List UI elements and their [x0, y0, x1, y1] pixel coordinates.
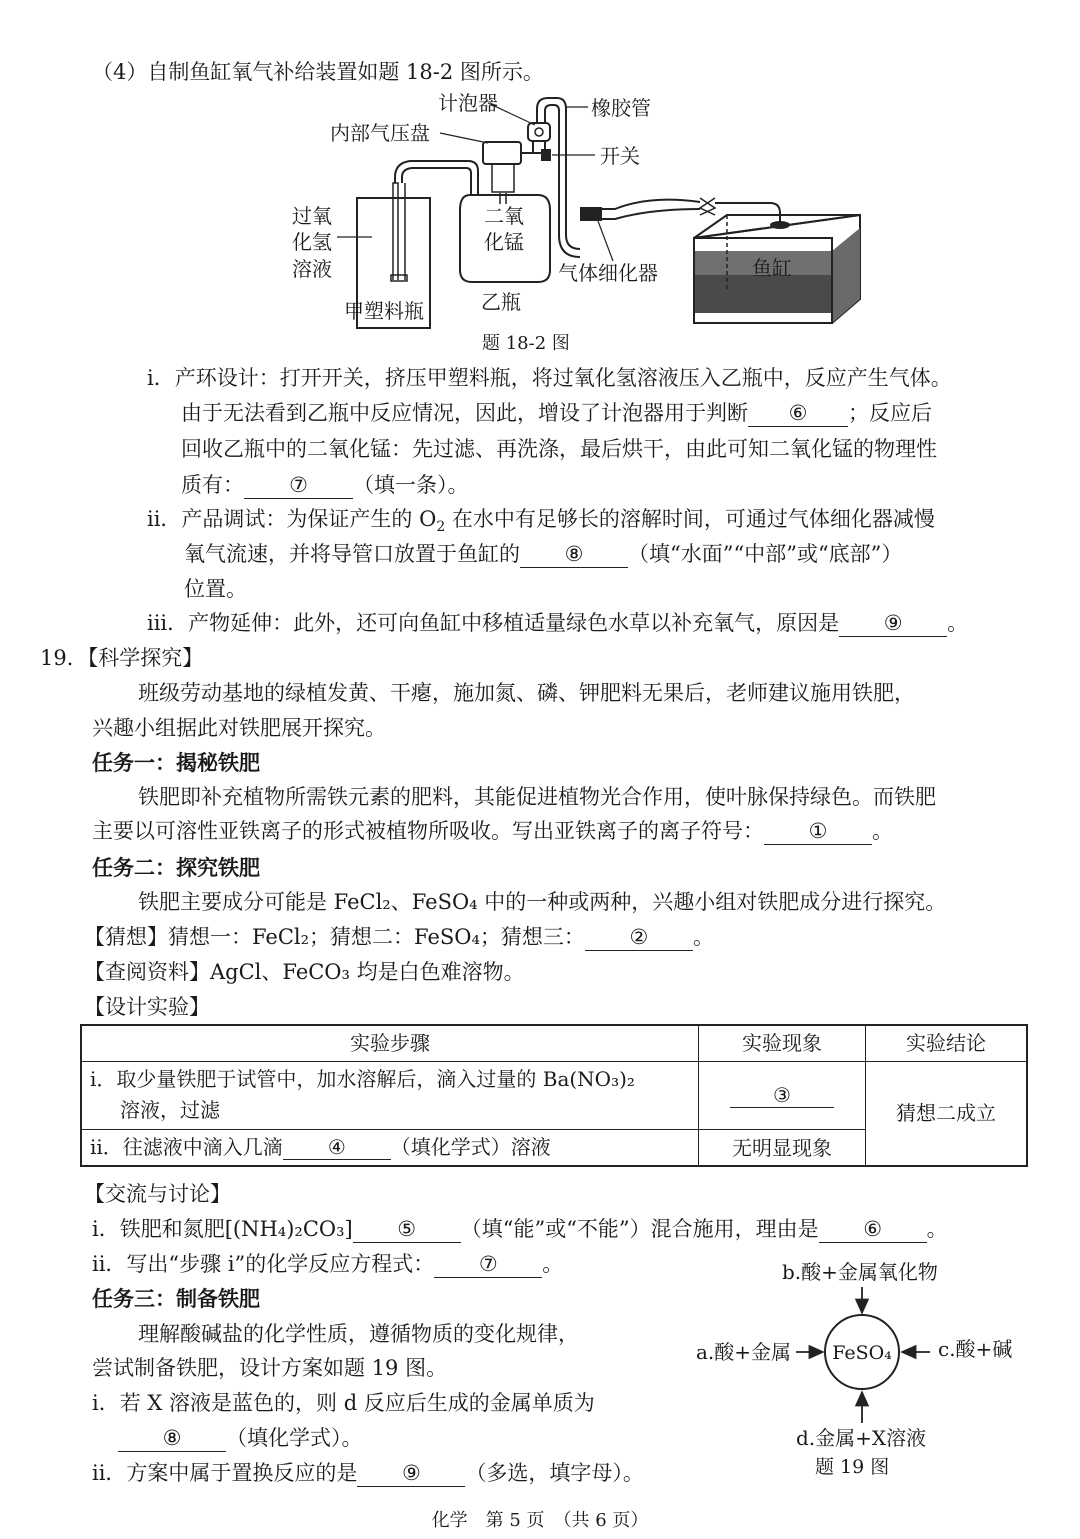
text: （填“能”或“不能”）混合施用，理由是 — [460, 1217, 819, 1241]
label-caption: 题 19 图 — [815, 1456, 890, 1478]
q18-i-line3: 回收乙瓶中的二氧化锰：先过滤、再洗涤，最后烘干，由此可知二氧化锰的物理性 — [181, 437, 937, 461]
text: i．铁肥和氮肥[(NH₄)₂CO₃] — [92, 1217, 353, 1241]
label-fish-tank: 鱼缸 — [752, 256, 792, 280]
text: ii．方案中属于置换反应的是 — [92, 1461, 358, 1485]
table-row1-step — [81, 1061, 699, 1129]
switch-shape — [541, 149, 551, 161]
experiment-table — [80, 1024, 1028, 1167]
text: ii．产品调试：为保证产生的 O — [147, 507, 437, 531]
answer-blank-8[interactable]: ⑧ — [520, 542, 628, 568]
text: ii．往滤液中滴入几滴 — [90, 1135, 283, 1160]
task3-i-line1: i．若 X 溶液是蓝色的，则 d 反应后生成的金属单质为 — [92, 1391, 595, 1415]
figure-caption: 题 18-2 图 — [482, 333, 570, 354]
table-row2-step — [81, 1130, 699, 1166]
label-diffuser: 气体细化器 — [558, 261, 658, 285]
task3-line1: 理解酸碱盐的化学性质，遵循物质的变化规律， — [138, 1322, 579, 1346]
label-b: b.酸+金属氧化物 — [782, 1260, 938, 1284]
answer-blank-9[interactable]: ⑨ — [839, 611, 947, 637]
text: 。 — [692, 925, 714, 949]
task3-i-line2 — [118, 1426, 363, 1452]
discuss-title: 【交流与讨论】 — [84, 1182, 231, 1206]
q18-4-intro: （4）自制鱼缸氧气补给装置如题 18-2 图所示。 — [92, 60, 544, 84]
text: 由于无法看到乙瓶中反应情况，因此，增设了计泡器用于判断 — [181, 401, 748, 425]
q19-p1-line2: 兴趣小组据此对铁肥展开探究。 — [92, 716, 386, 740]
text: 。 — [947, 611, 969, 635]
answer-blank-8b[interactable]: ⑧ — [118, 1426, 226, 1452]
answer-blank-4[interactable]: ④ — [283, 1135, 391, 1160]
label-h2o2-3: 溶液 — [292, 257, 332, 281]
answer-blank-3[interactable]: ③ — [730, 1083, 834, 1108]
guess-line — [84, 925, 714, 951]
q18-i-line1: i．产环设计：打开开关，挤压甲塑料瓶，将过氧化氢溶液压入乙瓶中，反应产生气体。 — [147, 366, 952, 390]
label-switch: 开关 — [600, 144, 640, 168]
bubble-counter-shape — [528, 123, 550, 141]
text: i．取少量铁肥于试管中，加水溶解后，滴入过量的 Ba(NO₃)₂ — [90, 1067, 635, 1092]
gas-diffuser — [580, 207, 602, 221]
text: （多选，填字母）。 — [465, 1461, 644, 1485]
text: 在水中有足够长的溶解时间，可通过气体细化器减慢 — [445, 507, 935, 531]
q19-header: 19．【科学探究】 — [40, 646, 204, 670]
text: （填化学式）。 — [226, 1426, 363, 1450]
table-row1-phenomenon — [699, 1061, 866, 1129]
label-a: a.酸+金属 — [696, 1340, 792, 1364]
answer-blank-2[interactable]: ② — [585, 925, 693, 951]
task2-line1: 铁肥主要成分可能是 FeCl₂、FeSO₄ 中的一种或两种，兴趣小组对铁肥成分进行探究。 — [138, 890, 947, 914]
label-d: d.金属+X溶液 — [796, 1426, 927, 1450]
label-c-text: c.酸+碱 — [938, 1337, 1013, 1361]
answer-blank-9b[interactable]: ⑨ — [357, 1461, 465, 1487]
discuss-line1 — [92, 1217, 948, 1243]
text: 主要以可溶性亚铁离子的形式被植物所吸收。写出亚铁离子的离子符号： — [92, 819, 764, 843]
text: （填一条）。 — [353, 473, 469, 497]
text: （填“水面”“中部”或“底部”） — [628, 542, 903, 566]
center-label: FeSO₄ — [832, 1342, 892, 1364]
task1-line2 — [92, 819, 893, 845]
subscript: 2 — [436, 519, 446, 536]
answer-blank-7[interactable]: ⑦ — [244, 473, 353, 499]
text: ii．写出“步骤 i”的化学反应方程式： — [92, 1252, 435, 1276]
discuss-line2 — [92, 1252, 563, 1278]
q19-p1-line1: 班级劳动基地的绿植发黄、干瘪，施加氮、磷、钾肥料无果后，老师建议施用铁肥， — [138, 681, 915, 705]
text: ；反应后 — [848, 401, 932, 425]
text: 氧气流速，并将导管口放置于鱼缸的 — [184, 542, 520, 566]
table-header-phenomenon: 实验现象 — [699, 1025, 866, 1061]
table-conclusion: 猜想二成立 — [866, 1061, 1028, 1166]
label-h2o2-1: 过氧 — [292, 204, 332, 228]
task3-ii-line — [92, 1461, 644, 1487]
answer-blank-7b[interactable]: ⑦ — [434, 1252, 542, 1278]
q18-i-line2 — [181, 401, 932, 427]
q18-ii-line2 — [184, 542, 902, 568]
task1-title: 任务一：揭秘铁肥 — [92, 751, 260, 775]
label-counter: 计泡器 — [438, 91, 498, 115]
task1-line1: 铁肥即补充植物所需铁元素的肥料，其能促进植物光合作用，使叶脉保持绿色。而铁肥 — [138, 785, 936, 809]
text: 。 — [926, 1217, 948, 1241]
text: 质有： — [181, 473, 244, 497]
q18-iii-line1 — [147, 611, 968, 637]
table-header-conclusion: 实验结论 — [866, 1025, 1028, 1061]
table-header-step: 实验步骤 — [81, 1025, 699, 1061]
text: 。 — [872, 819, 893, 843]
q18-ii-line1 — [147, 507, 935, 536]
answer-blank-6b[interactable]: ⑥ — [819, 1217, 927, 1243]
task3-title: 任务三：制备铁肥 — [92, 1287, 260, 1311]
design-title: 【设计实验】 — [84, 995, 210, 1019]
figure-19 — [690, 1255, 950, 1490]
label-h2o2-2: 化氢 — [292, 230, 332, 254]
q18-ii-line3: 位置。 — [184, 577, 247, 601]
label-mno2-1: 二氧 — [484, 204, 524, 228]
page-footer: 化学 第 5 页 （共 6 页） — [431, 1510, 649, 1531]
label-pressure-disk: 内部气压盘 — [330, 121, 430, 145]
label-mno2-2: 化锰 — [484, 230, 524, 254]
text: 【猜想】猜想一：FeCl₂；猜想二：FeSO₄；猜想三： — [84, 925, 585, 949]
label-bottle-a: 甲塑料瓶 — [344, 299, 424, 323]
text: （填化学式）溶液 — [390, 1135, 551, 1160]
answer-blank-6[interactable]: ⑥ — [748, 401, 848, 427]
label-bottle-b: 乙瓶 — [481, 290, 521, 314]
table-row2-phenomenon: 无明显现象 — [699, 1130, 866, 1166]
label-rubber-tube: 橡胶管 — [591, 96, 651, 120]
figure-18-2 — [0, 85, 1080, 360]
task3-line2: 尝试制备铁肥，设计方案如题 19 图。 — [92, 1356, 448, 1380]
task2-title: 任务二：探究铁肥 — [92, 856, 260, 880]
text: iii．产物延伸：此外，还可向鱼缸中移植适量绿色水草以补充氧气，原因是 — [147, 611, 840, 635]
text: 溶液，过滤 — [120, 1098, 220, 1123]
reference-line: 【查阅资料】AgCl、FeCO₃ 均是白色难溶物。 — [84, 960, 525, 984]
text: 。 — [542, 1252, 564, 1276]
q18-i-line4 — [181, 473, 469, 499]
pressure-disk — [483, 142, 521, 164]
answer-blank-1[interactable]: ① — [764, 819, 872, 845]
answer-blank-5[interactable]: ⑤ — [353, 1217, 461, 1243]
